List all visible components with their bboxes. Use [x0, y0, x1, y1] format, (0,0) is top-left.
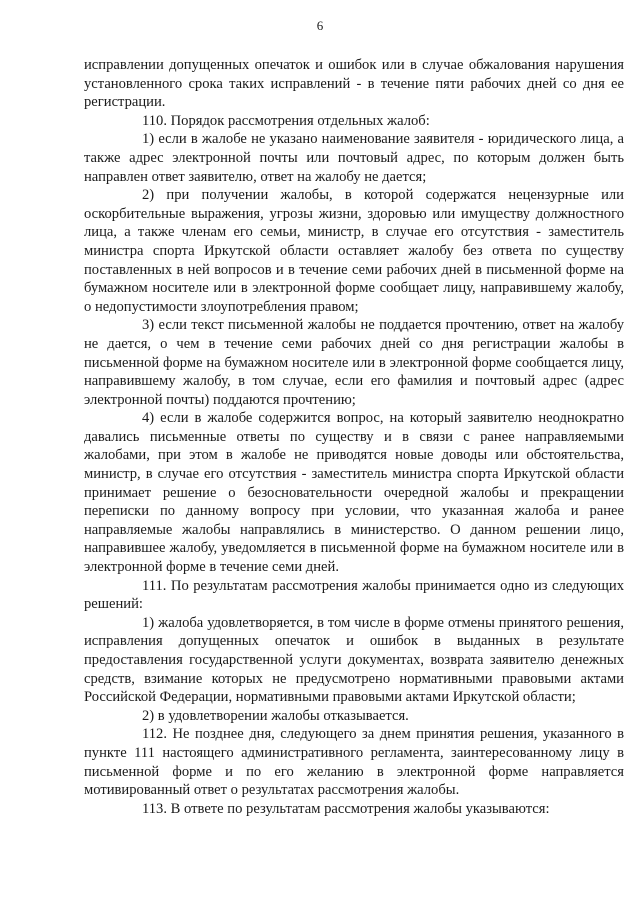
- paragraph-112: 112. Не позднее дня, следующего за днем принятия решения, указанного в пункте 111 настоящего административного регламента, заинтересованному лицу в письменной форме и по его желанию в электронной форме направляется мотивированный ответ о результатах рассмотрения жалобы.: [84, 726, 624, 799]
- paragraph-110-item-2: 2) при получении жалобы, в которой содержатся нецензурные или оскорбительные выражения, угрозы жизни, здоровью или имуществу должностного лица, а также членам его семьи, министр, в случае его отсутствия - заместитель министра спорта Иркутской области оставляет жалобу без ответа по существу поставленных в ней вопросов и в течение семи рабочих дней в письменной форме на бумажном носителе или в электронной форме сообщает лицу, направившему жалобу, о недопустимости злоупотребления правом;: [84, 187, 624, 315]
- paragraph-110-item-3: 3) если текст письменной жалобы не поддается прочтению, ответ на жалобу не дается, о чем в течение семи рабочих дней со дня регистрации жалобы в письменной форме на бумажном носителе или в электронной форме сообщается лицу, направившему жалобу, в том случае, если его фамилия и почтовый адрес (адрес электронной почты) поддаются прочтению;: [84, 317, 624, 408]
- paragraph-111-item-1: 1) жалоба удовлетворяется, в том числе в форме отмены принятого решения, исправления допущенных опечаток и ошибок в выданных в результате предоставления государственной услуги документах, возврата заявителю денежных средств, взимание которых не предусмотрено нормативными правовыми актами Российской Федерации, нормативными правовыми актами Иркутской области;: [84, 614, 624, 706]
- page-number: 6: [316, 18, 324, 33]
- paragraph-110-heading: 110. Порядок рассмотрения отдельных жалоб:: [142, 112, 430, 129]
- paragraph-113: 113. В ответе по результатам рассмотрения жалобы указываются:: [142, 800, 550, 817]
- paragraph-111-heading: 111. По результатам рассмотрения жалобы принимается одно из следующих решений:: [84, 577, 624, 613]
- paragraph-continuation: исправлении допущенных опечаток и ошибок или в случае обжалования нарушения установленного срока таких исправлений - в течение пяти рабочих дней со дня ее регистрации.: [84, 57, 624, 111]
- document-body: [84, 56, 624, 818]
- paragraph-111-item-2: 2) в удовлетворении жалобы отказывается.: [142, 707, 409, 724]
- paragraph-110-item-4: 4) если в жалобе содержится вопрос, на который заявителю неоднократно давались письменные ответы по существу и в связи с ранее направляемыми жалобами, при этом в жалобе не приводятся новые доводы или обстоятельства, министр, в случае его отсутствия - заместитель министра спорта Иркутской области принимает решение о безосновательности очередной жалобы и прекращении переписки по данному вопросу при условии, что указанная жалоба и ранее направляемые жалобы направлялись в министерство. О данном решении лицо, направившее жалобу, уведомляется в письменной форме на бумажном носителе или в электронной форме в течение семи дней.: [84, 410, 624, 576]
- paragraph-110-item-1: 1) если в жалобе не указано наименование заявителя - юридического лица, а также адрес электронной почты или почтовый адрес, по которым должен быть направлен ответ заявителю, ответ на жалобу не дается;: [84, 131, 624, 185]
